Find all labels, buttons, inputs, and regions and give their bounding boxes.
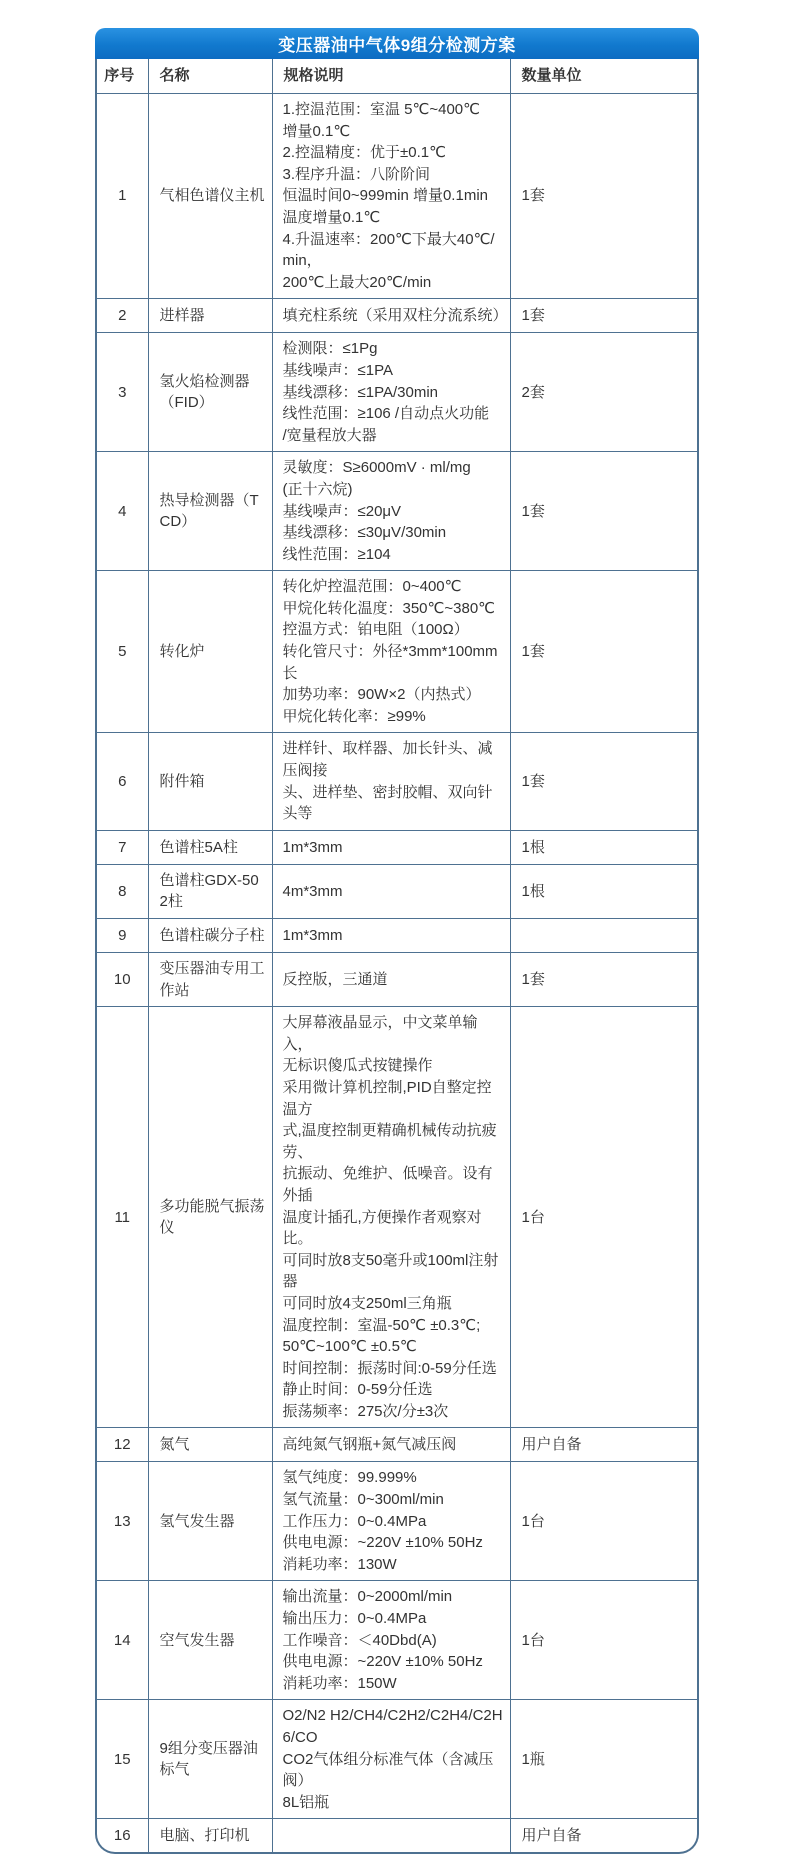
cell-row-number: 7 — [97, 830, 148, 864]
cell-item-name: 色谱柱5A柱 — [148, 830, 272, 864]
cell-specification — [272, 452, 510, 571]
spec-line: 200℃上最大20℃/min — [282, 273, 432, 291]
cell-quantity-unit: 用户自备 — [510, 1819, 697, 1853]
spec-line: 振荡频率：275次/分±3次 — [282, 1402, 449, 1420]
spec-line: 1m*3mm — [282, 838, 343, 856]
spec-line: 氢气流量：0~300ml/min — [282, 1491, 444, 1509]
table-row — [97, 733, 697, 830]
cell-row-number: 13 — [97, 1462, 148, 1581]
column-header-spec: 规格说明 — [272, 59, 510, 94]
spec-line: 式,温度控制更精确机械传动抗疲劳、 — [282, 1122, 497, 1161]
cell-item-name: 色谱柱GDX-502柱 — [148, 864, 272, 918]
table-body — [97, 94, 697, 1853]
spec-line: 填充柱系统（采用双柱分流系统） — [282, 307, 508, 325]
spec-line: 甲烷化转化率：≥99% — [282, 707, 426, 725]
spec-line: 8L铝瓶 — [282, 1793, 330, 1811]
spec-line: 加势功率：90W×2（内热式） — [282, 686, 481, 704]
spec-line: 温度计插孔,方便操作者观察对比。 — [282, 1208, 482, 1248]
table-row — [97, 830, 697, 864]
spec-line: 控温方式：铂电阻（100Ω） — [282, 621, 469, 639]
cell-quantity-unit: 1台 — [510, 1462, 697, 1581]
cell-item-name: 变压器油专用工作站 — [148, 953, 272, 1007]
table-row — [97, 1428, 697, 1462]
cell-specification — [272, 953, 510, 1007]
cell-row-number: 9 — [97, 919, 148, 953]
cell-row-number: 8 — [97, 864, 148, 918]
table-row — [97, 1819, 697, 1853]
spec-line: 静止时间：0-59分任选 — [282, 1381, 433, 1399]
spec-line: 2.控温精度：优于±0.1℃ — [282, 144, 446, 162]
cell-quantity-unit: 1根 — [510, 830, 697, 864]
spec-line: 恒温时间0~999min 增量0.1min — [282, 187, 488, 205]
spec-line: 3.程序升温：八阶阶间 — [282, 165, 431, 183]
cell-quantity-unit: 1套 — [510, 94, 697, 299]
spec-line: 进样针、取样器、加长针头、减压阀接 — [282, 740, 493, 780]
cell-row-number: 14 — [97, 1581, 148, 1700]
spec-line: CO2气体组分标准气体（含减压阀） — [282, 1750, 494, 1790]
spec-line: 转化炉控温范围：0~400℃ — [282, 578, 462, 596]
cell-row-number: 1 — [97, 94, 148, 299]
cell-quantity-unit: 1瓶 — [510, 1700, 697, 1819]
spec-line: 可同时放4支250ml三角瓶 — [282, 1294, 452, 1312]
spec-line: 1m*3mm — [282, 926, 343, 944]
spec-line: 检测限：≤1Pg — [282, 340, 378, 358]
cell-item-name: 多功能脱气振荡仪 — [148, 1007, 272, 1428]
spec-line: 转化管尺寸：外径*3mm*100mm长 — [282, 643, 498, 682]
cell-row-number: 5 — [97, 571, 148, 733]
cell-specification — [272, 571, 510, 733]
spec-line: 4.升温速率：200℃下最大40℃/min， — [282, 230, 495, 270]
spec-line: O2/N2 H2/CH4/C2H2/C2H4/C2H6/CO — [282, 1707, 503, 1746]
spec-line: 温度增量0.1℃ — [282, 208, 381, 226]
cell-specification — [272, 1428, 510, 1462]
cell-specification — [272, 299, 510, 333]
table-row — [97, 571, 697, 733]
spec-line: 输出流量：0~2000ml/min — [282, 1588, 453, 1606]
header-row — [97, 59, 697, 94]
cell-row-number: 4 — [97, 452, 148, 571]
table-header — [97, 59, 697, 94]
cell-specification — [272, 830, 510, 864]
cell-item-name: 9组分变压器油标气 — [148, 1700, 272, 1819]
spec-line: 4m*3mm — [282, 882, 343, 900]
cell-specification — [272, 333, 510, 452]
table-row — [97, 333, 697, 452]
spec-line: 无标识傻瓜式按键操作 — [282, 1057, 433, 1075]
cell-specification — [272, 864, 510, 918]
spec-line: 可同时放8支50毫升或100ml注射器 — [282, 1251, 499, 1291]
cell-specification — [272, 919, 510, 953]
spec-line: 消耗功率：150W — [282, 1674, 397, 1692]
spec-line: 甲烷化转化温度：350℃~380℃ — [282, 599, 496, 617]
cell-quantity-unit: 用户自备 — [510, 1428, 697, 1462]
sheet-title: 变压器油中气体9组分检测方案 — [278, 36, 516, 55]
cell-quantity-unit: 1套 — [510, 733, 697, 830]
table-row — [97, 953, 697, 1007]
spec-line: 基线噪声：≤1PA — [282, 361, 393, 379]
cell-specification — [272, 733, 510, 830]
column-header-name: 名称 — [148, 59, 272, 94]
spec-line: 时间控制：振荡时间:0-59分任选 — [282, 1359, 497, 1377]
spec-line: 1.控温范围：室温 5℃~400℃ — [282, 101, 480, 118]
spec-sheet — [95, 28, 699, 1854]
table-row — [97, 864, 697, 918]
cell-quantity-unit: 1台 — [510, 1581, 697, 1700]
cell-item-name: 附件箱 — [148, 733, 272, 830]
spec-line: 基线漂移：≤30μV/30min — [282, 524, 447, 542]
cell-item-name: 转化炉 — [148, 571, 272, 733]
table-row — [97, 1700, 697, 1819]
spec-table — [97, 59, 697, 1852]
cell-item-name: 空气发生器 — [148, 1581, 272, 1700]
spec-line: 50℃~100℃ ±0.5℃ — [282, 1338, 417, 1356]
sheet-title-bar — [95, 28, 699, 59]
table-row — [97, 1581, 697, 1700]
cell-item-name: 色谱柱碳分子柱 — [148, 919, 272, 953]
table-row — [97, 94, 697, 299]
table-row — [97, 1007, 697, 1428]
table-row — [97, 299, 697, 333]
table-row — [97, 452, 697, 571]
spec-line: 输出压力：0~0.4MPa — [282, 1610, 427, 1628]
cell-item-name: 进样器 — [148, 299, 272, 333]
cell-item-name: 氮气 — [148, 1428, 272, 1462]
spec-line: 抗振动、免维护、低噪音。设有外插 — [282, 1165, 493, 1204]
spec-line: 基线噪声：≤20μV — [282, 502, 402, 520]
spec-line: 工作压力：0~0.4MPa — [282, 1512, 427, 1530]
spec-line: 灵敏度：S≥6000mV · ml/mg — [282, 459, 471, 477]
spec-line: 氢气纯度：99.999% — [282, 1469, 417, 1487]
spec-line: 头、进样垫、密封胶帽、双向针头等 — [282, 783, 493, 823]
spec-line: 线性范围：≥106 /自动点火功能 — [282, 405, 490, 423]
cell-row-number: 6 — [97, 733, 148, 830]
cell-quantity-unit: 1套 — [510, 452, 697, 571]
cell-specification — [272, 1007, 510, 1428]
cell-item-name: 电脑、打印机 — [148, 1819, 272, 1853]
table-row — [97, 919, 697, 953]
column-header-qty: 数量单位 — [510, 59, 697, 94]
column-header-no: 序号 — [97, 59, 148, 94]
cell-quantity-unit: 1套 — [510, 571, 697, 733]
spec-line: 供电电源：~220V ±10% 50Hz — [282, 1653, 483, 1671]
cell-item-name: 热导检测器（TCD） — [148, 452, 272, 571]
cell-specification — [272, 1819, 510, 1853]
spec-line: 采用微计算机控制,PID自整定控温方 — [282, 1078, 492, 1118]
spec-line: 反控版，三通道 — [282, 970, 388, 988]
spec-line: 基线漂移：≤1PA/30min — [282, 383, 438, 401]
cell-specification — [272, 1581, 510, 1700]
cell-specification — [272, 94, 510, 299]
cell-quantity-unit: 1台 — [510, 1007, 697, 1428]
spec-line: 线性范围：≥104 — [282, 545, 391, 563]
spec-line: 供电电源：~220V ±10% 50Hz — [282, 1534, 483, 1552]
spec-line: 增量0.1℃ — [282, 122, 351, 140]
spec-line: 高纯氮气钢瓶+氮气减压阀 — [282, 1436, 457, 1454]
spec-line: /宽量程放大器 — [282, 426, 377, 444]
cell-item-name: 氢气发生器 — [148, 1462, 272, 1581]
cell-specification — [272, 1700, 510, 1819]
spec-line: 大屏幕液晶显示，中文菜单输入， — [282, 1014, 478, 1053]
cell-row-number: 10 — [97, 953, 148, 1007]
cell-item-name: 气相色谱仪主机 — [148, 94, 272, 299]
spec-line: 温度控制：室温-50℃ ±0.3℃; — [282, 1316, 481, 1334]
spec-line: 消耗功率：130W — [282, 1555, 397, 1573]
table-row — [97, 1462, 697, 1581]
cell-specification — [272, 1462, 510, 1581]
spec-table-container — [95, 59, 699, 1854]
spec-line: (正十六烷) — [282, 480, 353, 498]
spec-line: 工作噪音：＜40Dbd(A) — [282, 1631, 437, 1649]
cell-row-number: 12 — [97, 1428, 148, 1462]
cell-row-number: 16 — [97, 1819, 148, 1853]
cell-quantity-unit: 2套 — [510, 333, 697, 452]
cell-quantity-unit: 1套 — [510, 953, 697, 1007]
cell-item-name: 氢火焰检测器（FID） — [148, 333, 272, 452]
cell-row-number: 11 — [97, 1007, 148, 1428]
cell-quantity-unit — [510, 919, 697, 953]
cell-row-number: 2 — [97, 299, 148, 333]
cell-quantity-unit: 1根 — [510, 864, 697, 918]
cell-quantity-unit: 1套 — [510, 299, 697, 333]
cell-row-number: 3 — [97, 333, 148, 452]
cell-row-number: 15 — [97, 1700, 148, 1819]
